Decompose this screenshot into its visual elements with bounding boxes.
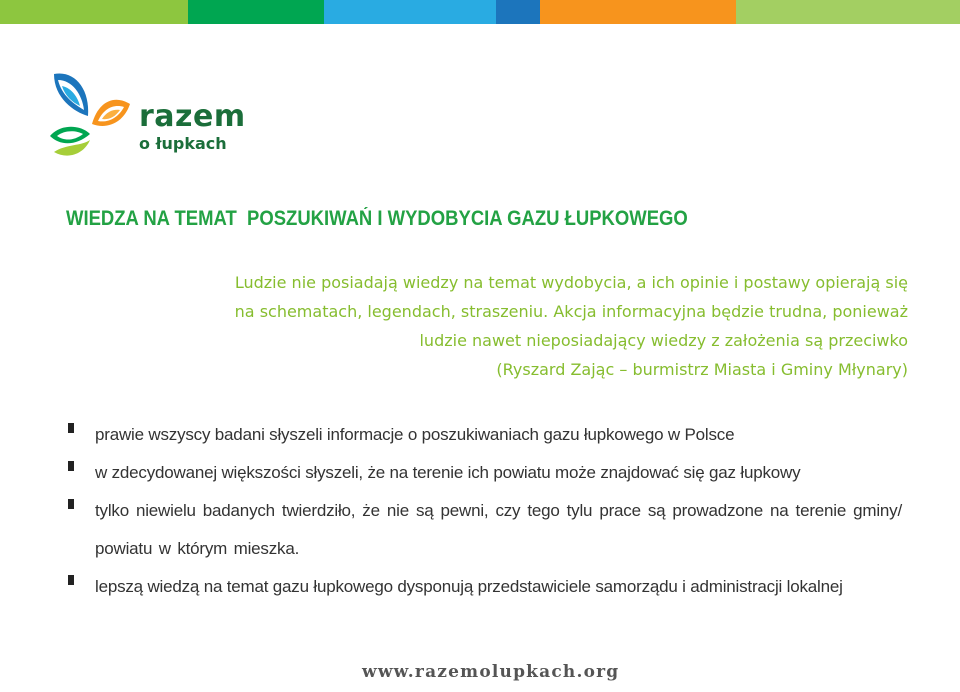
top-bar-segment — [324, 0, 496, 24]
top-bar-segment — [736, 0, 960, 24]
square-bullet-icon — [68, 461, 74, 471]
list-item-text: prawie wszyscy badani słyszeli informacje o poszukiwaniach gazu łupkowego w Polsce — [95, 425, 735, 444]
top-bar-segment — [0, 0, 188, 24]
list-item — [68, 492, 902, 568]
quote-line: ludzie nawet nieposiadający wiedzy z założenia są przeciwko — [419, 331, 908, 350]
top-color-bar — [0, 0, 960, 24]
list-item — [68, 416, 902, 454]
razem-o-lupkach-logo — [44, 66, 254, 166]
list-item-text: tylko niewielu badanych twierdziło, że nie są pewni, czy tego tylu prace są prowadzone na terenie gminy/ powiatu w którym mieszka. — [95, 501, 902, 558]
quote-line: Ludzie nie posiadają wiedzy na temat wydobycia, a ich opinie i postawy opierają się — [234, 273, 908, 292]
list-item-text: lepszą wiedzą na temat gazu łupkowego dysponują przedstawiciele samorządu i administracji lokalnej — [95, 577, 843, 596]
footer-website-link[interactable]: www.razemolupkach.org — [362, 662, 620, 682]
quote-block — [148, 268, 908, 384]
leaf-logo-icon — [44, 66, 139, 166]
top-bar-segment — [496, 0, 540, 24]
square-bullet-icon — [68, 423, 74, 433]
top-bar-segment — [540, 0, 736, 24]
quote-line: na schematach, legendach, straszeniu. Akcja informacyjna będzie trudna, ponieważ — [234, 302, 908, 321]
square-bullet-icon — [68, 499, 74, 509]
quote-attribution: (Ryszard Zając – burmistrz Miasta i Gminy Młynary) — [496, 360, 908, 379]
list-item-text: w zdecydowanej większości słyszeli, że na terenie ich powiatu może znajdować się gaz łupkowy — [95, 463, 801, 482]
logo-word-o-lupkach: o łupkach — [139, 134, 227, 153]
top-bar-segment — [188, 0, 324, 24]
page-title: WIEDZA NA TEMAT POSZUKIWAŃ I WYDOBYCIA GAZU ŁUPKOWEGO — [66, 207, 688, 230]
logo-word-razem: razem — [139, 99, 246, 134]
list-item — [68, 454, 902, 492]
list-item — [68, 568, 902, 606]
square-bullet-icon — [68, 575, 74, 585]
